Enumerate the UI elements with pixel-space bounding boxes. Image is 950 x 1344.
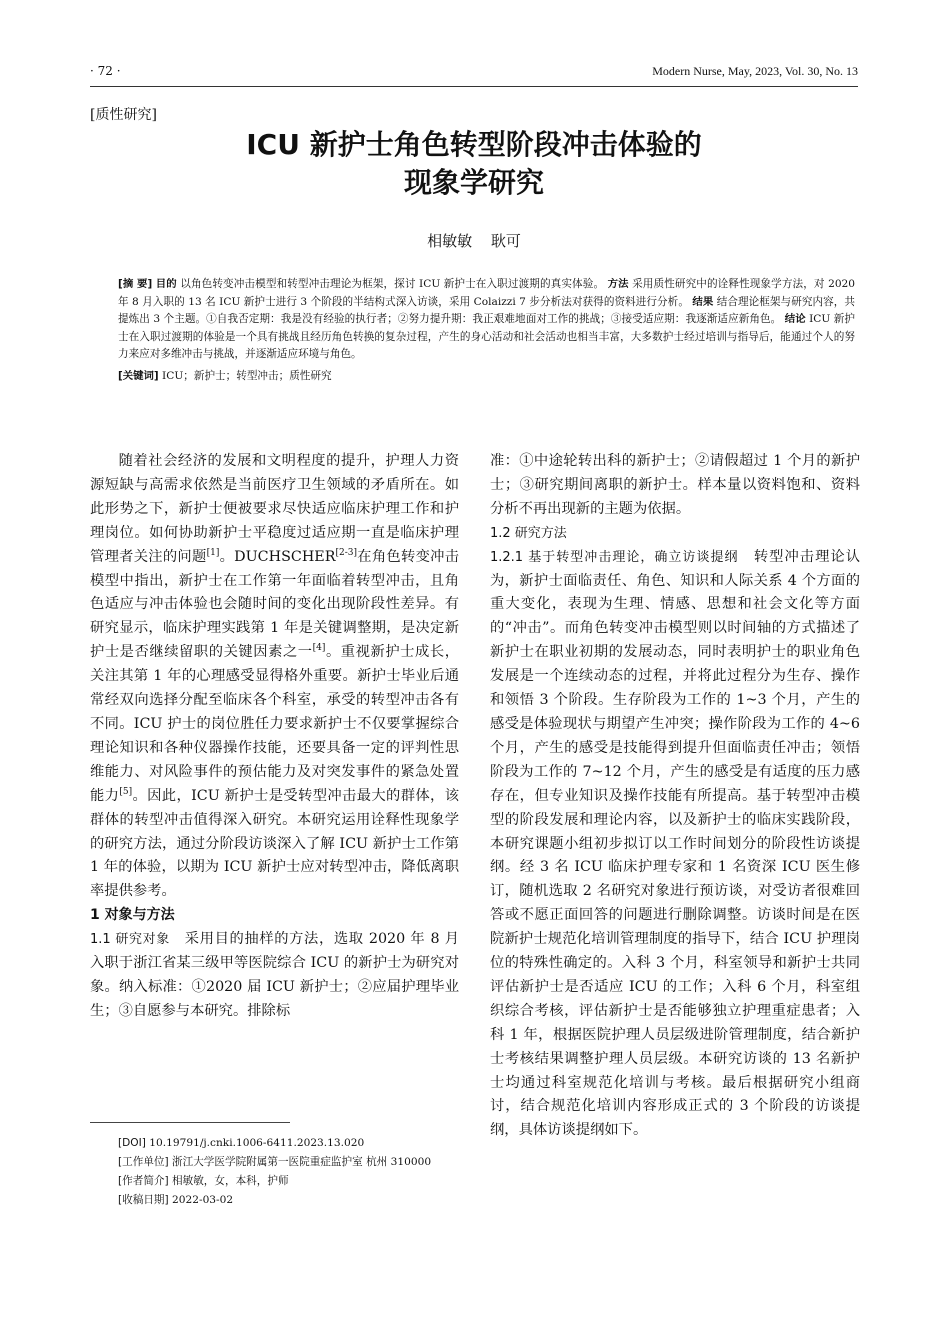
intro-text-3: 在角色转变冲击模型中指出，新护士在工作第一年面临着转型冲击，且角色适应与冲击体验也会随时间的变化出现阶段性差异。有研究显示，临床护理实践第 1 年是关键调整期，是决定新护士是否继续留职的关键因素之一	[90, 548, 460, 661]
abstract-body	[118, 276, 855, 364]
subsection-heading-1-1: 1.1 研究对象	[90, 932, 170, 948]
citation-1[interactable]: [1]	[206, 547, 220, 558]
result-text: 结合理论框架与研究内容，共提炼出 3 个主题。①自我否定期：我是没有经验的执行者；②努力提升期：我正艰难地面对工作的挑战；③接受适应期：我逐渐适应新角色。	[118, 295, 856, 326]
subsection-heading-1-2-1: 1.2.1 基于转型冲击理论，确立访谈提纲	[490, 549, 739, 565]
affiliation-label: [工作单位]	[118, 1156, 169, 1168]
abstract-label: [摘 要]	[118, 278, 153, 290]
method-text: 采用质性研究中的诠释性现象学方法，对 2020 年 8 月入职的 13 名 ICU 新护士进行 3 个阶段的半结构式深入访谈，采用 Colaizzi 7 步分析法对获得的资料进行分析。	[118, 278, 856, 308]
subsection-heading-1-2: 1.2 研究方法	[490, 525, 567, 541]
journal-info: Modern Nurse, May, 2023, Vol. 30, No. 13	[652, 64, 858, 78]
section-tag: [质性研究]	[90, 107, 157, 123]
footnote-doi	[118, 1134, 460, 1153]
citation-5[interactable]: [5]	[119, 786, 133, 797]
footnote-divider	[90, 1122, 290, 1123]
author-intro-label: [作者简介]	[118, 1175, 169, 1187]
section-heading-1: 1 对象与方法	[90, 907, 175, 924]
intro-text-2: 。DUCHSCHER	[219, 548, 336, 565]
keywords-label: [关键词]	[118, 369, 159, 382]
header-divider	[90, 86, 858, 87]
title-line-2: 现象学研究	[403, 166, 544, 199]
intro-text-5: 。因此，ICU 新护士是受转型冲击最大的群体，该群体的转型冲击值得深入研究。本研究运用诠释性现象学的研究方法，通过分阶段访谈深入了解 ICU 新护士工作第 1 年的体验，以期为 ICU 新护士应对转型冲击，降低离职率提供参考。	[90, 787, 459, 900]
affiliation-value: 浙江大学医学院附属第一医院重症监护室 杭州 310000	[172, 1156, 432, 1168]
received-value: 2022-03-02	[172, 1194, 234, 1206]
subsection-1-2-1	[490, 546, 860, 1144]
author-intro-value: 相敏敏，女，本科，护师	[172, 1175, 289, 1187]
citation-4[interactable]: [4]	[312, 643, 326, 654]
purpose-text: 以角色转变冲击模型和转型冲击理论为框架，探讨 ICU 新护士在入职过渡期的真实体验。	[180, 278, 605, 290]
conclusion-label: 结论	[784, 313, 806, 326]
title-line-1: ICU 新护士角色转型阶段冲击体验的	[246, 128, 702, 161]
keywords	[118, 368, 855, 386]
footnote-received	[118, 1191, 460, 1210]
page-number: · 72 ·	[90, 64, 121, 78]
result-label: 结果	[692, 295, 714, 308]
exclusion-paragraph: 准：①中途轮转出科的新护士；②请假超过 1 个月的新护士；③研究期间离职的新护士。样本量以资料饱和、资料分析不再出现新的主题为依据。	[490, 453, 860, 517]
left-column	[90, 450, 459, 1024]
authors: 相敏敏 耿可	[427, 232, 521, 250]
subsection-1-1-text: 采用目的抽样的方法，选取 2020 年 8 月入职于浙江省某三级甲等医院综合 ICU 的新护士为研究对象。纳入标准：①2020 届 ICU 新护士；②应届护理毕业生；③自愿参与本研究。排除标	[90, 931, 460, 1019]
method-label: 方法	[607, 278, 629, 290]
footnotes	[118, 1134, 460, 1210]
abstract	[118, 276, 855, 386]
intro-text-1: 随着社会经济的发展和文明程度的提升，护理人力资源短缺与高需求依然是当前医疗卫生领域的矛盾所在。如此形势之下，新护士便被要求尽快适应临床护理工作和护理岗位。如何协助新护士平稳度过适应期一直是临床护理管理者关注的问题	[90, 453, 459, 565]
received-label: [收稿日期]	[118, 1194, 169, 1206]
footnote-author-intro	[118, 1172, 460, 1191]
citation-2-3[interactable]: [2-3]	[335, 547, 358, 558]
keywords-text: ICU；新护士；转型冲击；质性研究	[162, 369, 332, 382]
intro-paragraph	[90, 450, 459, 904]
purpose-label: 目的	[155, 278, 177, 290]
conclusion-text: ICU 新护士在入职过渡期的体验是一个具有挑战且经历角色转换的复杂过程，产生的身心活动和社会活动也相当丰富，大多数护士经过培训与指导后，能通过个人的努力来应对多维冲击与挑战，并逐渐适应环境与角色。	[118, 313, 855, 361]
article-title	[90, 126, 858, 202]
intro-text-4: 。重视新护士成长，关注其第 1 年的心理感受显得格外重要。新护士毕业后通常经双向选择分配至临床各个科室，承受的转型冲击各有不同。ICU 护士的岗位胜任力要求新护士不仅要掌握综合理论知识和各种仪器操作技能，还要具备一定的评判性思维能力、对风险事件的预估能力及对突发事件的紧急处置能力	[90, 644, 459, 804]
footnote-affiliation	[118, 1153, 460, 1172]
running-header	[90, 64, 858, 84]
subsection-1-1	[90, 928, 459, 1024]
right-column	[490, 450, 860, 1143]
subsection-1-2-1-text: 转型冲击理论认为，新护士面临责任、角色、知识和人际关系 4 个方面的重大变化，表现为生理、情感、思想和社会文化等方面的“冲击”。而角色转变冲击模型则以时间轴的方式描述了新护士在职业初期的发展动态，同时表明护士的职业角色发展是一个连续动态的过程，并将此过程分为生存、操作和领悟 3 个阶段。生存阶段为工作的 1~3 个月，产生的感受是体验现状与期望产生冲突；操作阶段为工作的 4~6 个月，产生的感受是技能得到提升但面临责任冲击；领悟阶段为工作的 7~12 个月，产生的感受是有适度的压力感存在，但专业知识及操作技能有所提高。基于转型冲击模型的阶段发展和理论内容，以及新护士的临床实践阶段，本研究课题小组初步拟订以工作时间划分的阶段性访谈提纲。经 3 名 ICU 临床护理专家和 1 名资深 ICU 医生修订，随机选取 2 名研究对象进行预访谈，对受访者很难回答或不愿正面回答的问题进行删除调整。访谈时间是在医院新护士规范化培训管理制度的指导下，结合 ICU 护理岗位的特殊性确定的。入科 3 个月，科室领导和新护士共同评估新护士是否适应 ICU 的工作；入科 6 个月，科室组织综合考核，评估新护士是否能够独立护理重症患者；入科 1 年，根据医院护理人员层级进阶管理制度，结合新护士考核结果调整护理人员层级。本研究访谈的 13 名新护士均通过科室规范化培训与考核。最后根据研究小组商讨，结合规范化培训内容形成正式的 3 个阶段的访谈提纲，具体访谈提纲如下。	[490, 548, 861, 1139]
doi-label: [DOI]	[118, 1137, 146, 1149]
doi-value[interactable]: 10.19791/j.cnki.1006-6411.2023.13.020	[149, 1137, 365, 1149]
